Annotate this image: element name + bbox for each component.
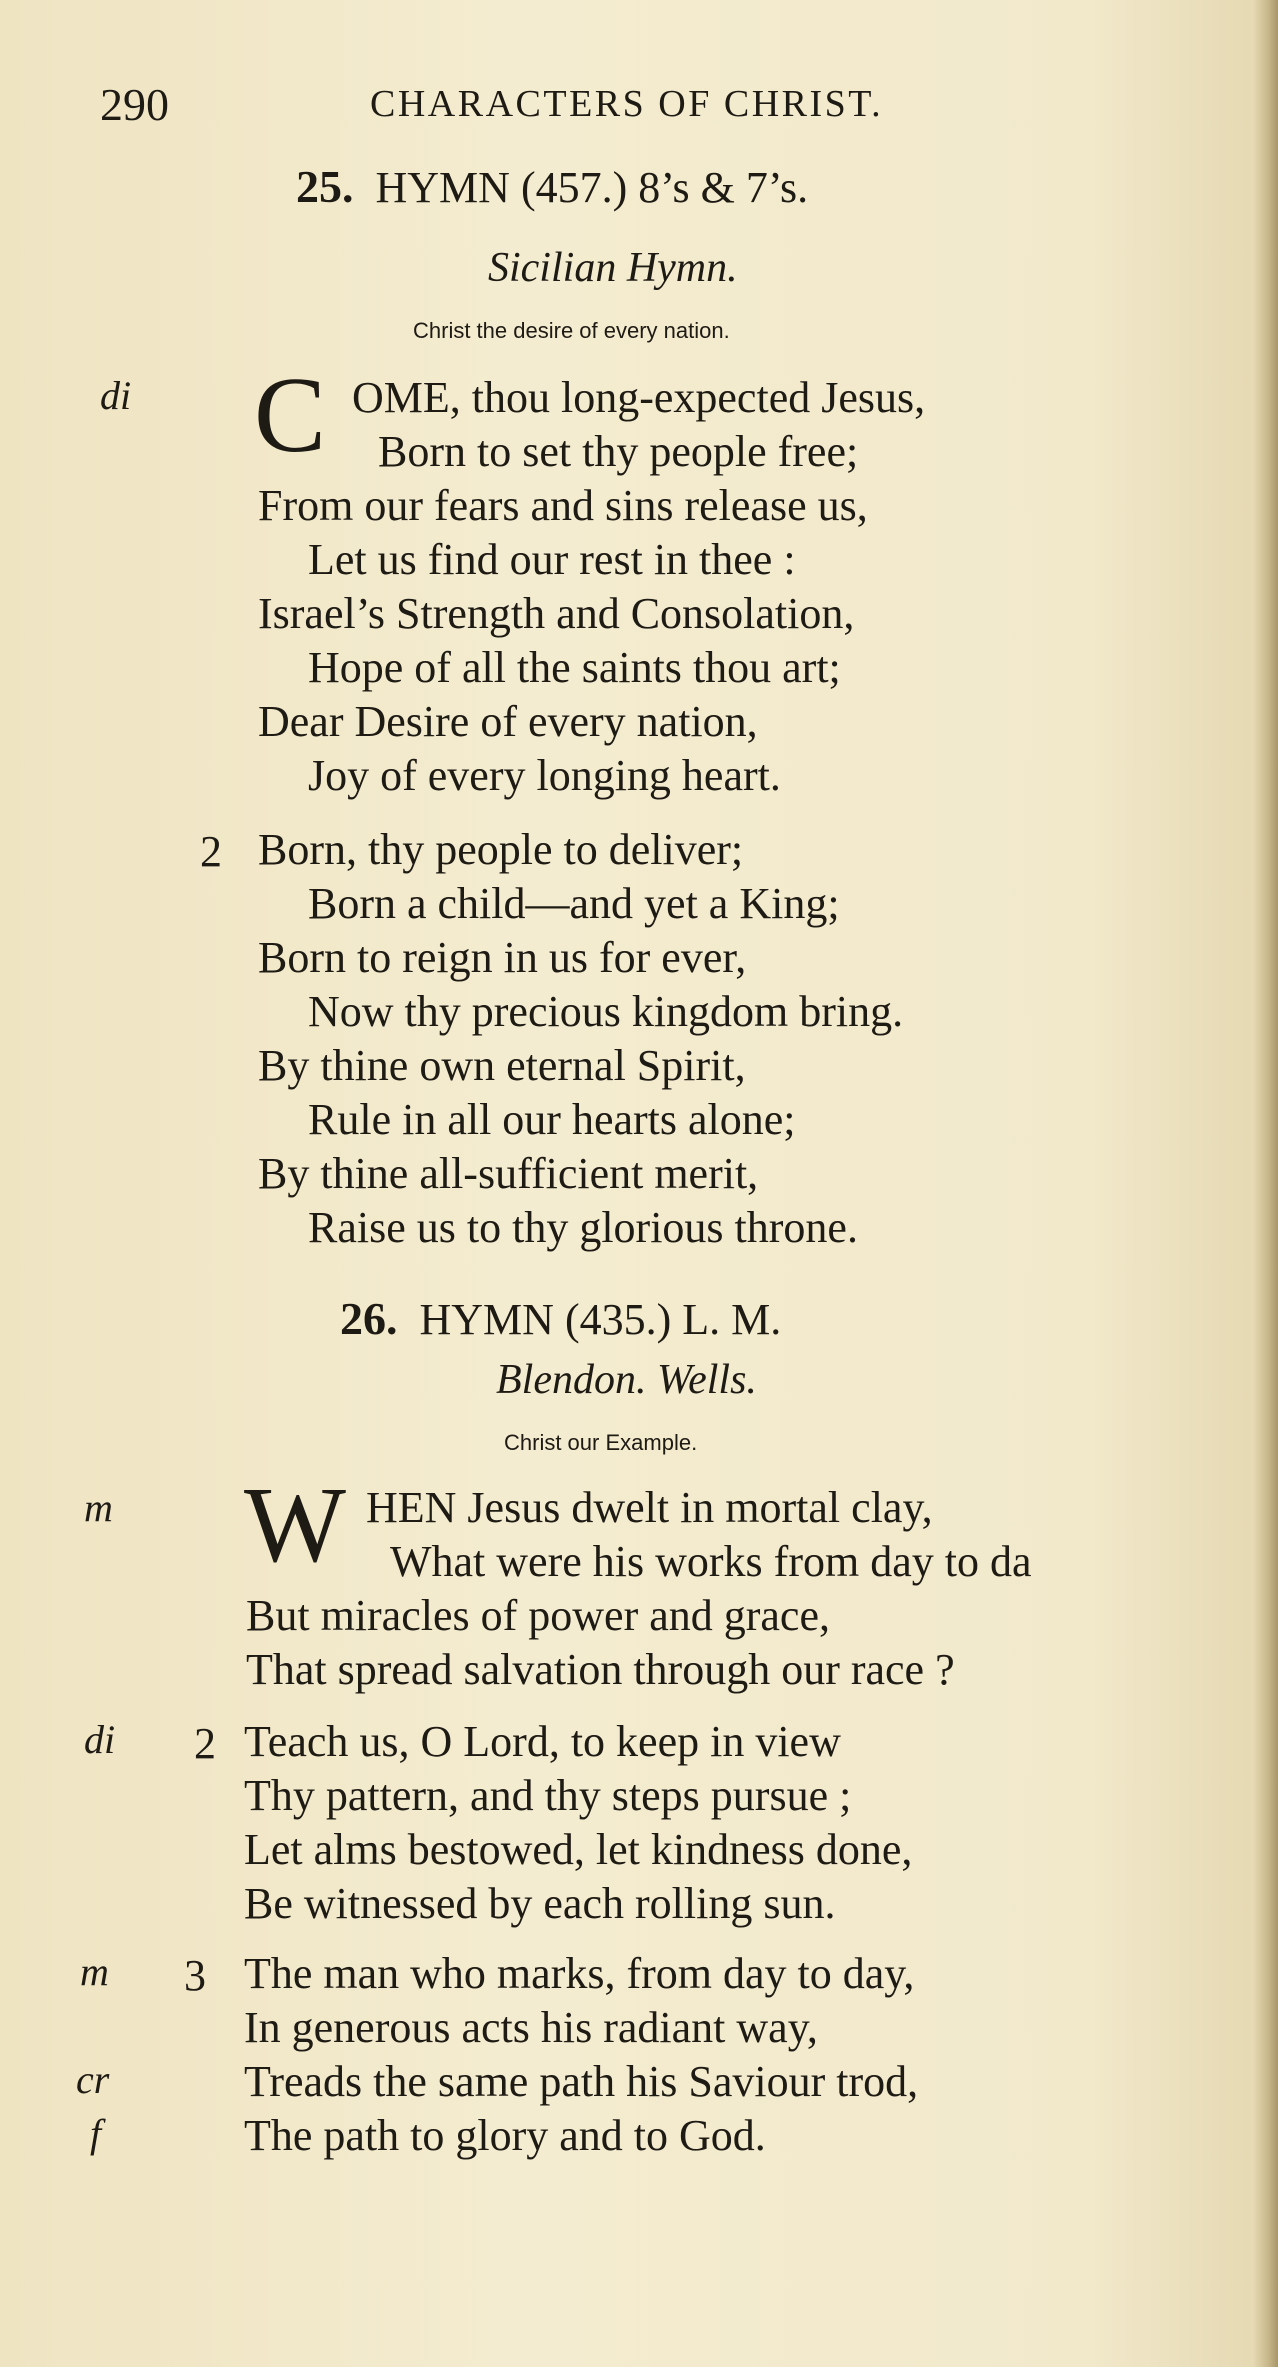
hymn-26-mark-cr: cr [76, 2057, 110, 2102]
hymn-25-line-9: Born, thy people to deliver; [258, 825, 744, 874]
hymn-25-line-8: Joy of every longing heart. [308, 751, 781, 800]
running-header [100, 78, 1100, 138]
hymn-25-line-13: By thine own eternal Spirit, [258, 1041, 746, 1090]
hymn-26-number: 26. [340, 1293, 398, 1344]
hymn-26-heading [340, 1292, 781, 1345]
hymn-25-subject: Christ the desire of every nation. [413, 318, 730, 343]
hymn-26-line-12: The path to glory and to God. [244, 2111, 766, 2160]
hymn-26-mark-f: f [90, 2111, 102, 2156]
hymn-25-line-3: From our fears and sins release us, [258, 481, 868, 530]
hymn-25-line-12: Now thy precious kingdom bring. [308, 987, 904, 1036]
hymn-25-line-14: Rule in all our hearts alone; [308, 1095, 796, 1144]
hymn-26-subject: Christ our Example. [504, 1430, 698, 1455]
hymn-26-tune: Blendon. Wells. [496, 1357, 757, 1403]
hymn-26-mark-di: di [84, 1717, 116, 1762]
page-number: 290 [100, 79, 169, 130]
hymn-26-line-7: Let alms bestowed, let kindness done, [244, 1825, 913, 1874]
hymn-26-title: HYMN (435.) L. M. [419, 1295, 782, 1344]
hymn-25-title: HYMN (457.) 8’s & 7’s. [375, 163, 809, 212]
hymn-25-dropcap: C [254, 356, 327, 475]
running-title: CHARACTERS OF CHRIST. [370, 83, 884, 125]
hymn-25-line-4: Let us find our rest in thee : [308, 535, 796, 584]
hymn-25-line-16: Raise us to thy glorious throne. [308, 1203, 858, 1252]
hymn-26-line-5: Teach us, O Lord, to keep in view [244, 1717, 841, 1766]
hymn-25-line-7: Dear Desire of every nation, [258, 697, 758, 746]
hymn-25-line-1: OME, thou long-expected Jesus, [352, 373, 926, 422]
hymn-26-line-8: Be witnessed by each rolling sun. [244, 1879, 836, 1928]
hymn-25-line-6: Hope of all the saints thou art; [308, 643, 841, 692]
hymn-26-mark-m: m [84, 1485, 113, 1530]
hymn-25-line-10: Born a child—and yet a King; [308, 879, 840, 928]
hymn-25-line-2: Born to set thy people free; [378, 427, 859, 476]
hymn-25-line-5: Israel’s Strength and Consolation, [258, 589, 855, 638]
hymn-26-line-9: The man who marks, from day to day, [244, 1949, 915, 1998]
hymn-25-verse-2-number: 2 [200, 827, 222, 876]
hymn-26-line-3: But miracles of power and grace, [246, 1591, 830, 1640]
hymn-26-verse-2-number: 2 [194, 1719, 216, 1768]
hymn-25-number: 25. [296, 161, 354, 212]
hymn-26-line-6: Thy pattern, and thy steps pursue ; [244, 1771, 852, 1820]
hymn-26-line-11: Treads the same path his Saviour trod, [244, 2057, 919, 2106]
hymn-26-line-4: That spread salvation through our race ? [246, 1645, 955, 1694]
hymn-26-line-2: What were his works from day to da [390, 1537, 1032, 1586]
hymn-26-verse-3-number: 3 [184, 1951, 206, 2000]
hymn-26-mark-m-3: m [80, 1949, 109, 1994]
hymn-26-line-10: In generous acts his radiant way, [244, 2003, 818, 2052]
hymn-26-line-1: HEN Jesus dwelt in mortal clay, [366, 1483, 933, 1532]
page-edge [1252, 0, 1278, 2367]
hymn-26-dropcap: W [244, 1466, 346, 1585]
hymn-25-line-11: Born to reign in us for ever, [258, 933, 747, 982]
hymn-25-line-15: By thine all-sufficient merit, [258, 1149, 759, 1198]
hymn-25-tune: Sicilian Hymn. [488, 245, 738, 291]
hymn-25-mark-di: di [100, 373, 132, 418]
hymn-25-heading [296, 160, 808, 213]
